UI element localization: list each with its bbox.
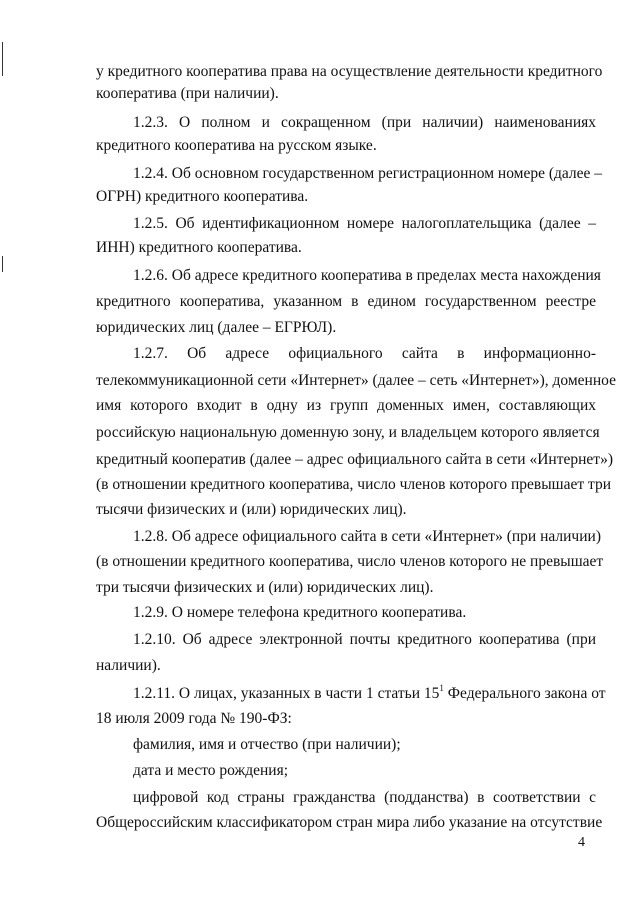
text-line: российскую национальную доменную зону, и владельцем которого является bbox=[96, 424, 600, 441]
text-line: наличии). bbox=[96, 657, 161, 674]
text-line: телекоммуникационной сети «Интернет» (далее – сеть «Интернет»), доменное bbox=[96, 372, 616, 389]
page-number: 4 bbox=[578, 835, 585, 850]
text-line: цифровой код страны гражданства (подданства) в соответствии с bbox=[133, 789, 596, 806]
text-line: 1.2.7. Об адресе официального сайта в информационно- bbox=[133, 345, 596, 362]
superscript: 1 bbox=[439, 682, 444, 693]
text-line: 1.2.6. Об адресе кредитного кооператива в пределах места нахождения bbox=[133, 267, 601, 284]
text-line: имя которого входит в одну из групп доменных имен, составляющих bbox=[96, 397, 596, 414]
text-line: Общероссийским классификатором стран мира либо указание на отсутствие bbox=[96, 814, 603, 831]
text-line: 18 июля 2009 года № 190-ФЗ: bbox=[96, 710, 292, 727]
text-line: 1.2.4. Об основном государственном регистрационном номере (далее – bbox=[133, 165, 603, 182]
text-line: 1.2.8. Об адресе официального сайта в сети «Интернет» (при наличии) bbox=[133, 528, 601, 545]
text-line: фамилия, имя и отчество (при наличии); bbox=[133, 736, 401, 753]
text-line-with-superscript bbox=[133, 682, 606, 704]
text-line: дата и место рождения; bbox=[133, 762, 289, 779]
text-line: юридических лиц (далее – ЕГРЮЛ). bbox=[96, 319, 337, 336]
text-line: (в отношении кредитного кооператива, число членов которого превышает три bbox=[96, 476, 611, 493]
text-line: у кредитного кооператива права на осуществление деятельности кредитного bbox=[96, 63, 603, 80]
text-line: кооператива (при наличии). bbox=[96, 85, 279, 102]
scan-edge-mark bbox=[2, 256, 3, 272]
text-line: три тысячи физических и (или) юридических лиц). bbox=[96, 579, 434, 596]
text-line: 1.2.9. О номере телефона кредитного кооператива. bbox=[133, 604, 467, 621]
text-fragment: 1.2.11. О лицах, указанных в части 1 статьи 15 bbox=[133, 685, 440, 702]
text-line: 1.2.3. О полном и сокращенном (при наличии) наименованиях bbox=[133, 114, 596, 131]
text-line: 1.2.10. Об адресе электронной почты кредитного кооператива (при bbox=[133, 631, 596, 648]
text-line: кредитного кооператива, указанном в едином государственном реестре bbox=[96, 293, 596, 310]
text-line: (в отношении кредитного кооператива, число членов которого не превышает bbox=[96, 553, 604, 570]
text-line: тысячи физических и (или) юридических лиц). bbox=[96, 501, 407, 518]
text-line: 1.2.5. Об идентификационном номере налогоплательщика (далее – bbox=[133, 215, 596, 232]
text-fragment: Федерального закона от bbox=[443, 685, 606, 702]
text-line: кредитного кооператива на русском языке. bbox=[96, 137, 377, 154]
text-line: ОГРН) кредитного кооператива. bbox=[96, 188, 309, 205]
scan-edge-mark bbox=[2, 42, 3, 76]
text-line: ИНН) кредитного кооператива. bbox=[96, 239, 302, 256]
text-line: кредитный кооператив (далее – адрес официального сайта в сети «Интернет») bbox=[96, 451, 613, 468]
